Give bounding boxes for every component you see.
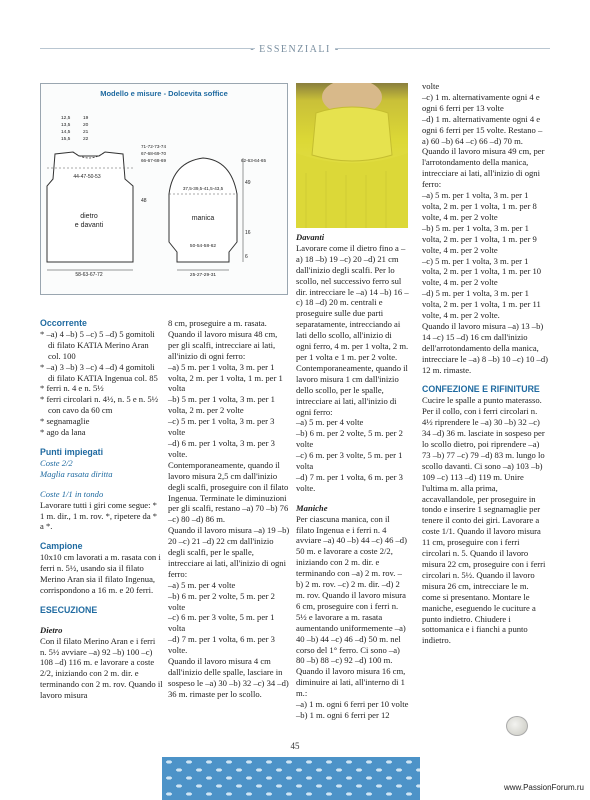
material-item: * ago da lana: [40, 427, 86, 438]
campione-text: 10x10 cm lavorati a m. rasata con i ferri n. 5½, usando sia il filato Merino Aran sia il filato Ingenua, corrispondono a 16 m. e 20 ferri.: [40, 552, 161, 595]
sleeve-dim-right-top: 62-63-64-65: [241, 158, 267, 163]
paragraph: –b) 5 m. per 1 volta, 3 m. per 1 volta, 2 m. per 1 volta, 1 m. per 9 volte, 4 m. per 2 volte: [422, 222, 537, 255]
paragraph: Quando il lavoro misura –a) 19 –b) 20 –c) 21 –d) 22 cm dall'inizio degli scalfi, per le spalle, intrecciare ai lati, all'inizio di ogni ferro:: [168, 525, 290, 579]
stitch-item: Coste 2/2: [40, 457, 73, 468]
dim-shoulder-a1: 13,5: [61, 123, 71, 128]
paragraph: Quando il lavoro misura 49 cm, per l'arrotondamento della manica, intrecciare ai lati, all'inizio di ogni ferro:: [422, 146, 545, 190]
paragraph: –b) 6 m. per 2 volte, 5 m. per 2 volte: [168, 590, 275, 612]
sleeve-label: manica: [191, 215, 215, 222]
dim-right-mid1: 67-68-69-70: [141, 151, 167, 156]
paragraph: Quando il lavoro misura 4 cm dall'inizio delle spalle, lasciare in sospeso le –a) 30 –b) 32 –c) 34 –d) 36 m. rimaste per lo scollo.: [168, 656, 289, 699]
material-item: * ferri circolari n. 4½, n. 5 e n. 5½ con cavo da 60 cm: [40, 394, 159, 416]
dietro-heading: Dietro: [40, 624, 63, 635]
paragraph: Contemporaneamente, quando il lavoro misura 2,5 cm dall'inizio degli scalfi, proseguire con il filato Ingenua. Terminate le diminuzioni per gli scalfi, restano –a) 70 –b) 76 –c) 80 –d) 86 m.: [168, 459, 289, 525]
paragraph: Quando il lavoro misura –a) 13 –b) 14 –c) 15 –d) 16 cm dall'inizio dell'arrotondamento della manica, intrecciare le –a) 8 –b) 10 –c) 10 –d) 12 m. rimaste.: [422, 320, 548, 375]
coste-heading: Coste 1/1 in tondo: [40, 488, 104, 499]
dim-right-top: 71-72-73-74: [141, 144, 167, 149]
confezione-text: Cucire le spalle a punto materasso. Per il collo, con i ferri circolari n. 4½ riprendere le –a) 30 –b) 32 –c) 34 –d) 36 m. lasciate in sospeso per lo scollo dietro, poi riprendere –a) 73 –b) 77 –c) 79 –d) 83 m. lungo lo scollo davanti. Ci sono –a) 103 –b) 109 –c) 113 –d) 119 m. Unire l'ultima m. alla prima, accavallandole, per proseguire in tondo e inserire 1 segnamaglie per tenere il conto dei giri. Lavorare a coste 1/1. Quando il lavoro misura 11 cm, proseguire con i ferri circolari n. 5. Quando il lavoro misura 22 cm, proseguire con i ferri circolari n. 5½. Quando il lavoro misura 26 cm, intrecciare le m. come si presentano. Montare le maniche, eseguendo le cuciture a punto indietro. Chiudere i sottomanica e i fianchi a punto indietro.: [422, 395, 546, 646]
dim-shoulder-b2: 21: [83, 130, 89, 135]
esecuzione-heading: ESECUZIONE: [40, 604, 98, 615]
dim-shoulder-b3: 22: [83, 137, 89, 142]
knit-texture-strip: [162, 757, 420, 800]
sleeve-dim-6: 6: [245, 254, 248, 260]
maniche-heading: Maniche: [296, 502, 328, 513]
material-item: * segnamaglie: [40, 416, 90, 427]
paragraph: –b) 5 m. per 1 volta, 3 m. per 1 volta, 2 m. per 2 volte: [168, 394, 275, 416]
paragraph: 8 cm, proseguire a m. rasata. Quando il lavoro misura 48 cm, per gli scalfi, intrecciare ai lati, all'inizio di ogni ferro:: [168, 318, 278, 361]
dim-shoulder-a2: 14,5: [61, 130, 71, 135]
back-label-1: dietro: [80, 213, 98, 220]
paragraph: –d) 7 m. per 1 volta, 6 m. per 3 volte.: [296, 471, 403, 493]
coste-text: Lavorare tutti i giri come segue: * 1 m. dir., 1 m. rov. *, ripetere da * a *.: [40, 499, 158, 532]
stitch-item: Maglia rasata diritta: [40, 468, 113, 479]
campione-heading: Campione: [40, 541, 83, 552]
sweater-photo: [296, 83, 408, 228]
material-item: * –a) 4 –b) 5 –c) 5 –d) 5 gomitoli di filato KATIA Merino Aran col. 100: [40, 328, 155, 361]
paragraph: –c) 5 m. per 1 volta, 3 m. per 1 volta, 2 m. per 1 volta, 1 m. per 10 volte, 4 m. per 2 volte: [422, 255, 542, 288]
paragraph: Lavorare come il dietro fino a –a) 18 –b) 19 –c) 20 –d) 21 cm dall'inizio degli scalfi. Per lo scollo, nel successivo ferro sul dir. intrecciare le –a) 14 –b) 16 –c) 18 –d) 20 m. centrali e proseguire sulle due parti separatamente, intrecciando ai lati dello scollo, all'inizio di ogni ferro, 4 m. per 1 volta, 2 m. per 1 volta e 1 m. per 2 volte. Contemporaneamente, quando il lavoro misura 1 cm dall'inizio dello scollo, per le spalle, intrecciare ai lati, all'inizio di ogni ferro:: [296, 242, 409, 417]
sleeve-dim-top: 37,5-39,5-41,5-43,5: [182, 186, 224, 191]
sleeve-dim-49: 49: [245, 180, 251, 186]
running-header: - ESSENZIALI -: [250, 44, 340, 55]
paragraph: –d) 1 m. alternativamente ogni 4 e ogni 6 ferri per 15 volte. Restano –a) 60 –b) 64 –c) 66 –d) 70 m.: [422, 113, 543, 146]
dim-shoulder-a0: 12,5: [61, 116, 71, 121]
dim-shoulder-b0: 19: [83, 116, 89, 121]
yarn-ball-icon: [506, 716, 528, 736]
paragraph: –c) 1 m. alternativamente ogni 4 e ogni 6 ferri per 13 volte: [422, 91, 540, 113]
column-2: [168, 318, 290, 700]
paragraph: –d) 6 m. per 1 volta, 3 m. per 3 volte.: [168, 437, 275, 459]
paragraph: –b) 6 m. per 2 volte, 5 m. per 2 volte: [296, 428, 403, 450]
watermark: www.PassionForum.ru: [503, 783, 584, 792]
davanti-heading: Davanti: [296, 232, 325, 242]
paragraph: –a) 5 m. per 1 volta, 3 m. per 1 volta, 2 m. per 1 volta, 1 m. per 1 volta: [168, 361, 283, 394]
paragraph: –c) 6 m. per 3 volte, 5 m. per 1 volta: [168, 612, 275, 634]
paragraph: Per ciascuna manica, con il filato Ingenua e i ferri n. 4 avviare –a) 40 –b) 44 –c) 46 –d) 50 m. e lavorare a coste 2/2, iniziando con 2 m. dir. e terminando con –a) 2 m. rov. –b) 2 m. rov. –c) 2 m. dir. –d) 2 m. rov. Quando il lavoro misura 6 cm, proseguire con i ferri n. 5½ e lavorare a m. rasata aumentando uniformemente –a) 40 –b) 44 –c) 46 –d) 50 m. nel corso del 1° ferro. Ci sono –a) 80 –b) 88 –c) 92 –d) 100 m. Quando il lavoro misura 16 cm, diminuire ai lati, all'interno di 1 m.:: [296, 513, 407, 699]
dim-armhole: 48: [141, 198, 147, 204]
occorrente-heading: Occorrente: [40, 318, 87, 328]
dim-right-mid2: 66-67-68-69: [141, 158, 167, 163]
schematic-diagram: [40, 83, 288, 295]
punti-heading: Punti impiegati: [40, 446, 104, 457]
sleeve-dim-16: 16: [245, 230, 251, 236]
sleeve-dim-bottom: 25-27-29-31: [189, 273, 217, 278]
paragraph: –a) 5 m. per 1 volta, 3 m. per 1 volta, 2 m. per 1 volta, 1 m. per 8 volte, 4 m. per 2 volte: [422, 190, 537, 222]
dim-bottom: 58-63-67-72: [75, 272, 103, 278]
paragraph: –b) 1 m. ogni 6 ferri per 12: [296, 709, 390, 720]
paragraph: –d) 5 m. per 1 volta, 3 m. per 1 volta, 2 m. per 1 volta, 1 m. per 11 volte, 4 m. per 2 volte.: [422, 288, 541, 321]
column-1: [40, 318, 163, 701]
column-4: [422, 81, 548, 646]
dietro-text: Con il filato Merino Aran e i ferri n. 5½ avviare –a) 92 –b) 100 –c) 108 –d) 116 m. e lavorare a coste 2/2, iniziando con 2 m. dir. e terminando con 2 m. rov. Quando il lavoro misura: [40, 635, 163, 701]
paragraph: –a) 5 m. per 4 volte: [168, 579, 236, 590]
paragraph: volte: [422, 81, 440, 91]
sleeve-dim-mid: 50-54-58-62: [189, 244, 217, 249]
paragraph: –a) 5 m. per 4 volte: [296, 417, 364, 428]
back-label-2: e davanti: [74, 222, 104, 229]
paragraph: –c) 6 m. per 3 volte, 5 m. per 1 volta: [296, 450, 403, 472]
confezione-heading: CONFEZIONE E RIFINITURE: [422, 384, 540, 395]
page-number: 45: [290, 741, 300, 751]
paragraph: –d) 7 m. per 1 volta, 6 m. per 3 volte.: [168, 634, 275, 656]
material-item: * ferri n. 4 e n. 5½: [40, 383, 104, 394]
column-3: [296, 232, 409, 721]
material-item: * –a) 3 –b) 3 –c) 4 –d) 4 gomitoli di filato KATIA Ingenua col. 85: [40, 361, 158, 383]
dim-shoulder-a3: 15,5: [61, 137, 71, 142]
paragraph: –c) 5 m. per 1 volta, 3 m. per 3 volte: [168, 416, 275, 438]
paragraph: –a) 1 m. ogni 6 ferri per 10 volte: [296, 699, 409, 710]
dim-chest: 44-47-50-53: [73, 174, 101, 180]
dim-shoulder-b1: 20: [83, 123, 89, 128]
diagram-title: Modello e misure - Dolcevita soffice: [100, 89, 228, 98]
